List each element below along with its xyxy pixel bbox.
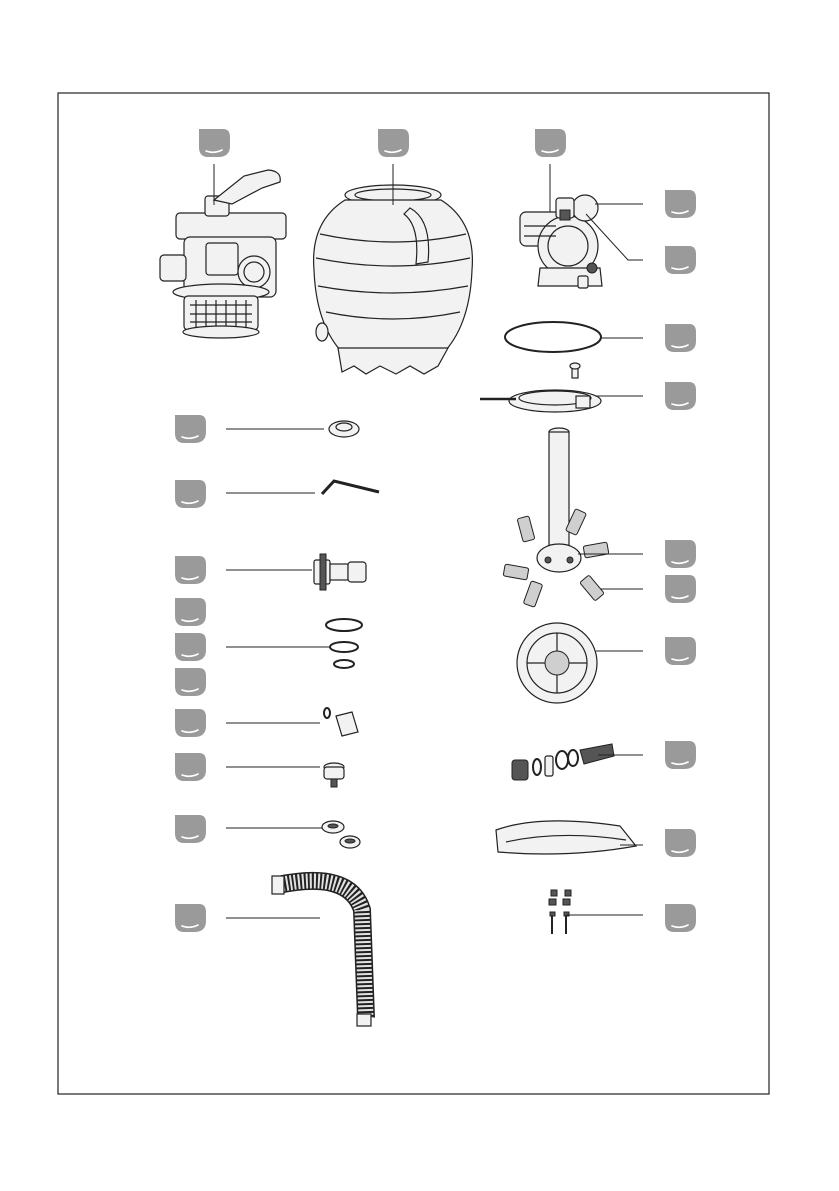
- caps-drawing: [322, 821, 360, 848]
- allen-key-drawing: [322, 481, 379, 494]
- callout-marker: [175, 415, 206, 443]
- filter-tank-drawing: [314, 185, 473, 374]
- tank-o-ring-drawing: [505, 322, 601, 352]
- callout-marker: [665, 246, 696, 274]
- drain-nut-drawing: [329, 421, 359, 437]
- callout-marker: [665, 904, 696, 932]
- lateral-assembly-drawing: [503, 428, 609, 607]
- callout-marker: [665, 741, 696, 769]
- union-connector-drawing: [512, 744, 614, 780]
- callout-marker: [665, 637, 696, 665]
- callout-marker: [175, 904, 206, 932]
- callout-marker: [175, 668, 206, 696]
- callout-marker: [175, 556, 206, 584]
- callout-marker: [378, 129, 409, 157]
- tank-clamp-drawing: [480, 363, 601, 412]
- callout-marker: [175, 753, 206, 781]
- callout-marker: [665, 829, 696, 857]
- multiport-valve-drawing: [160, 170, 286, 338]
- gauge-plug-drawing: [324, 763, 344, 787]
- callout-marker: [199, 129, 230, 157]
- callout-marker: [665, 324, 696, 352]
- o-rings-drawing: [326, 619, 362, 668]
- callout-marker: [175, 633, 206, 661]
- callout-marker: [175, 598, 206, 626]
- cover-bag-drawing: [496, 821, 636, 854]
- hose-adapter-drawing: [314, 554, 366, 590]
- strainer-basket-drawing: [517, 623, 597, 703]
- drain-plug-drawing: [324, 708, 358, 736]
- callout-marker: [175, 480, 206, 508]
- screws-drawing: [549, 890, 571, 934]
- callout-marker: [175, 815, 206, 843]
- callout-marker: [665, 382, 696, 410]
- callout-marker: [665, 190, 696, 218]
- callout-marker: [665, 575, 696, 603]
- callout-marker: [665, 540, 696, 568]
- callout-marker: [175, 709, 206, 737]
- callout-marker: [535, 129, 566, 157]
- flexible-hose-drawing: [272, 876, 371, 1026]
- pump-drawing: [520, 195, 602, 288]
